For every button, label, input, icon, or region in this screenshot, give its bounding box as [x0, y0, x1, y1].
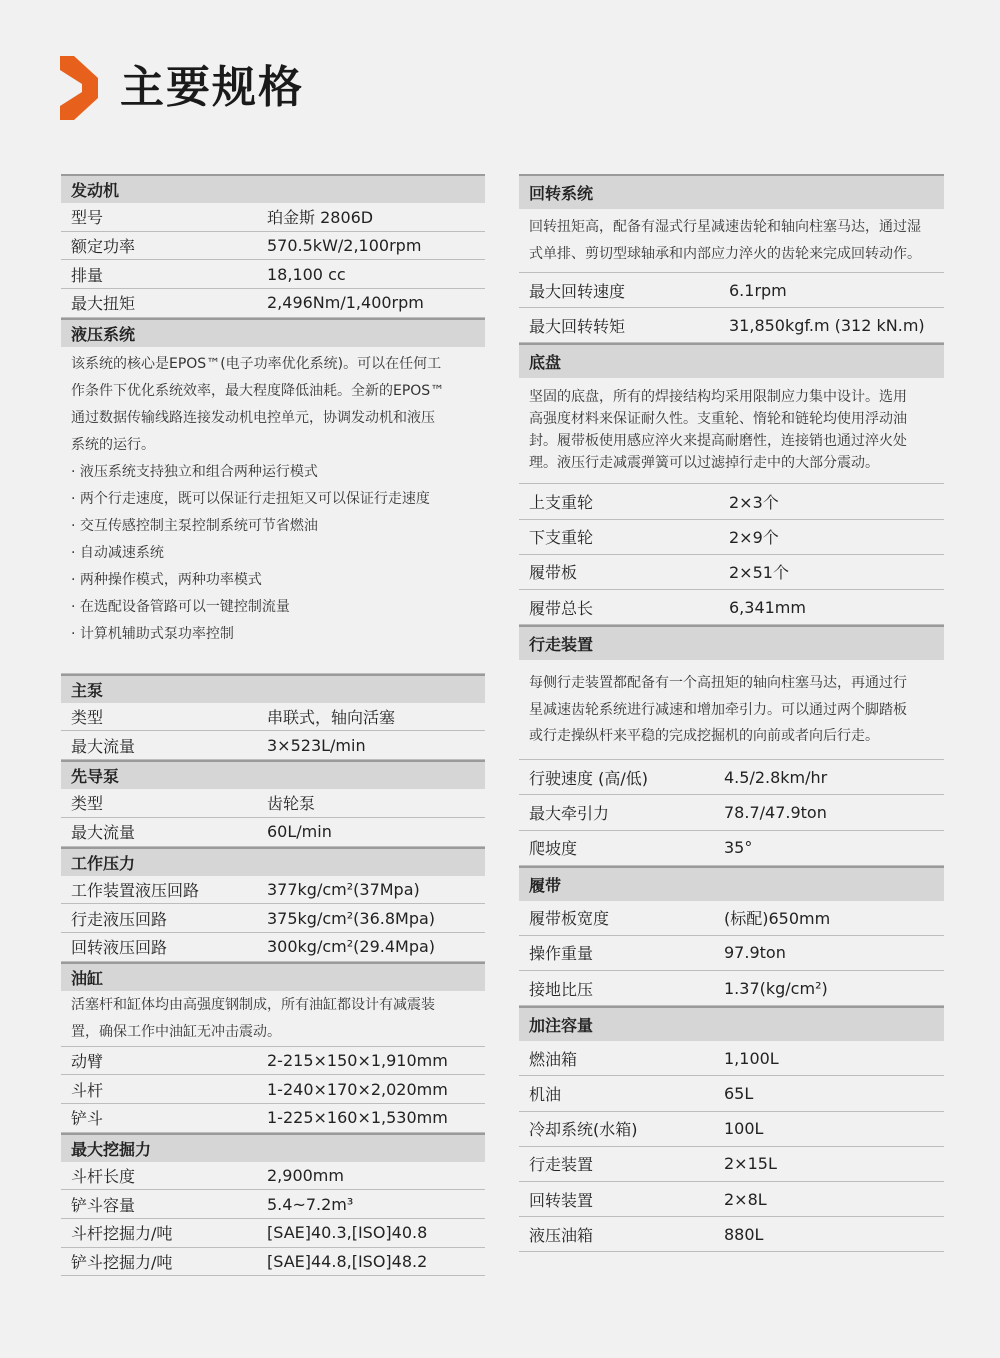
spec-value: 2-215×150×1,910mm — [267, 1050, 448, 1070]
spec-value: 2×3个 — [729, 492, 779, 512]
spec-label: 行走液压回路 — [71, 909, 168, 929]
spec-label: 最大回转速度 — [529, 281, 626, 301]
table-row — [61, 1075, 485, 1104]
table-row — [61, 1248, 485, 1277]
table-row — [61, 703, 485, 732]
table-row — [519, 831, 944, 866]
paragraph-line: 或行走操纵杆来平稳的完成挖掘机的向前或者向后行走。 — [529, 728, 879, 745]
spec-value: 1.37(kg/cm²) — [724, 978, 828, 998]
spec-label: 回转装置 — [529, 1190, 594, 1210]
page-header — [60, 56, 460, 120]
spec-label: 最大牵引力 — [529, 803, 610, 823]
section-header-travel: 行走装置 — [519, 625, 944, 660]
spec-value: [SAE]40.3,[ISO]40.8 — [267, 1223, 428, 1243]
spec-value: 2,900mm — [267, 1165, 344, 1185]
hydraulic-description — [61, 347, 485, 674]
spec-label: 最大流量 — [71, 736, 136, 756]
spec-label: 燃油箱 — [529, 1049, 578, 1069]
spec-value: 1,100L — [724, 1048, 779, 1068]
chevron-icon — [60, 56, 100, 120]
section-header-engine: 发动机 — [61, 174, 485, 203]
spec-value: [SAE]44.8,[ISO]48.2 — [267, 1252, 428, 1272]
table-row — [519, 555, 944, 590]
paragraph-line: 每侧行走装置都配备有一个高扭矩的轴向柱塞马达，再通过行 — [529, 675, 907, 692]
bullet-item: · 两种操作模式，两种功率模式 — [71, 571, 262, 588]
table-row — [61, 933, 485, 962]
spec-value: 2×15L — [724, 1154, 777, 1174]
spec-value: 2,496Nm/1,400rpm — [267, 293, 424, 313]
spec-value: 377kg/cm²(37Mpa) — [267, 879, 420, 899]
paragraph-line: 坚固的底盘，所有的焊接结构均采用限制应力集中设计。选用 — [529, 389, 907, 406]
spec-value: 35° — [724, 838, 753, 858]
table-row — [519, 308, 944, 343]
table-row — [61, 1190, 485, 1219]
table-row — [519, 590, 944, 625]
spec-label: 行驶速度 (高/低) — [529, 768, 648, 788]
table-row — [61, 731, 485, 760]
table-row — [61, 876, 485, 905]
section-header-digging-force: 最大挖掘力 — [61, 1133, 485, 1162]
page-title: 主要规格 — [120, 62, 304, 113]
right-spec-column — [519, 174, 944, 1252]
table-row — [519, 1147, 944, 1182]
spec-label: 动臂 — [71, 1051, 104, 1071]
spec-value: 1-240×170×2,020mm — [267, 1079, 448, 1099]
table-row — [61, 904, 485, 933]
spec-value: 串联式，轴向活塞 — [267, 708, 396, 728]
cylinder-description — [61, 991, 485, 1047]
section-header-chassis: 底盘 — [519, 343, 944, 378]
spec-value: 570.5kW/2,100rpm — [267, 236, 422, 256]
spec-value: 65L — [724, 1084, 754, 1104]
table-row — [61, 1162, 485, 1191]
paragraph-line: 系统的运行。 — [71, 436, 155, 453]
spec-label: 额定功率 — [71, 237, 136, 257]
section-header-cylinder: 油缸 — [61, 962, 485, 991]
spec-label: 铲斗 — [71, 1109, 104, 1129]
spec-label: 上支重轮 — [529, 492, 594, 512]
spec-value: 18,100 cc — [267, 264, 346, 284]
spec-label: 操作重量 — [529, 944, 594, 964]
table-row — [519, 1217, 944, 1252]
table-row — [519, 1182, 944, 1217]
bullet-item: · 在选配设备管路可以一键控制流量 — [71, 598, 290, 615]
table-row — [519, 1076, 944, 1111]
table-row — [519, 1041, 944, 1076]
table-row — [519, 1112, 944, 1147]
table-row — [61, 260, 485, 289]
spec-value: 2×8L — [724, 1189, 767, 1209]
spec-value: 78.7/47.9ton — [724, 802, 827, 822]
section-header-pilot-pump: 先导泵 — [61, 760, 485, 789]
paragraph-line: 星减速齿轮系统进行减速和增加牵引力。可以通过两个脚踏板 — [529, 701, 907, 718]
spec-value: 6,341mm — [729, 597, 806, 617]
spec-value: 375kg/cm²(36.8Mpa) — [267, 908, 436, 928]
table-row — [519, 795, 944, 830]
spec-label: 类型 — [71, 794, 104, 814]
spec-label: 接地比压 — [529, 979, 594, 999]
spec-label: 履带总长 — [529, 598, 594, 618]
table-row — [519, 971, 944, 1006]
table-row — [519, 484, 944, 519]
paragraph-line: 封。履带板使用感应淬火来提高耐磨性，连接销也通过淬火处 — [529, 433, 907, 450]
table-row — [519, 273, 944, 308]
paragraph-line: 该系统的核心是EPOS™(电子功率优化系统)。可以在任何工 — [71, 355, 442, 372]
spec-label: 最大流量 — [71, 823, 136, 843]
spec-label: 铲斗挖掘力/吨 — [71, 1253, 173, 1273]
spec-label: 履带板宽度 — [529, 909, 610, 929]
spec-label: 工作装置液压回路 — [71, 880, 200, 900]
table-row — [519, 936, 944, 971]
spec-value: 31,850kgf.m (312 kN.m) — [729, 315, 925, 335]
spec-value: 珀金斯 2806D — [267, 208, 374, 228]
section-header-hydraulic: 液压系统 — [61, 318, 485, 347]
spec-value: 880L — [724, 1224, 764, 1244]
spec-value: 6.1rpm — [729, 280, 787, 300]
paragraph-line: 理。液压行走减震弹簧可以过滤掉行走中的大部分震动。 — [529, 455, 879, 472]
spec-label: 最大回转转矩 — [529, 316, 626, 336]
bullet-item: · 自动减速系统 — [71, 544, 164, 561]
bullet-item: · 液压系统支持独立和组合两种运行模式 — [71, 463, 318, 480]
spec-label: 履带板 — [529, 563, 578, 583]
spec-value: 300kg/cm²(29.4Mpa) — [267, 937, 436, 957]
spec-value: 5.4~7.2m³ — [267, 1194, 354, 1214]
spec-label: 斗杆 — [71, 1080, 104, 1100]
bullet-item: · 两个行走速度，既可以保证行走扭矩又可以保证行走速度 — [71, 490, 430, 507]
table-row — [61, 1104, 485, 1133]
spec-value: 4.5/2.8km/hr — [724, 767, 828, 787]
paragraph-line: 置，确保工作中油缸无冲击震动。 — [71, 1023, 281, 1040]
chassis-description — [519, 378, 944, 484]
spec-label: 机油 — [529, 1085, 562, 1105]
spec-label: 铲斗容量 — [71, 1195, 136, 1215]
section-header-capacity: 加注容量 — [519, 1006, 944, 1041]
spec-value: 2×51个 — [729, 563, 789, 583]
spec-label: 冷却系统(水箱) — [529, 1120, 638, 1140]
table-row — [61, 789, 485, 818]
spec-label: 斗杆长度 — [71, 1166, 136, 1186]
travel-description — [519, 660, 944, 760]
spec-label: 回转液压回路 — [71, 938, 168, 958]
spec-label: 型号 — [71, 208, 104, 228]
table-row — [61, 1219, 485, 1248]
table-row — [61, 203, 485, 232]
spec-value: 60L/min — [267, 822, 332, 842]
spec-label: 最大扭矩 — [71, 294, 136, 314]
spec-value: 97.9ton — [724, 943, 786, 963]
section-header-swing: 回转系统 — [519, 174, 944, 209]
table-row — [61, 1047, 485, 1076]
paragraph-line: 通过数据传输线路连接发动机电控单元，协调发动机和液压 — [71, 409, 435, 426]
paragraph-line: 式单排、剪切型球轴承和内部应力淬火的齿轮来完成回转动作。 — [529, 246, 921, 262]
spec-label: 爬坡度 — [529, 839, 578, 859]
paragraph-line: 高强度材料来保证耐久性。支重轮、惰轮和链轮均使用浮动油 — [529, 411, 907, 428]
table-row — [61, 289, 485, 318]
spec-label: 排量 — [71, 265, 104, 285]
spec-label: 下支重轮 — [529, 528, 594, 548]
spec-label: 行走装置 — [529, 1155, 594, 1175]
spec-value: 齿轮泵 — [267, 794, 316, 814]
table-row — [519, 520, 944, 555]
spec-value: 3×523L/min — [267, 735, 366, 755]
table-row — [61, 818, 485, 847]
section-header-main-pump: 主泵 — [61, 674, 485, 703]
spec-label: 斗杆挖掘力/吨 — [71, 1224, 173, 1244]
paragraph-line: 回转扭矩高，配备有湿式行星减速齿轮和轴向柱塞马达，通过湿 — [529, 219, 921, 235]
paragraph-line: 作条件下优化系统效率，最大程度降低油耗。全新的EPOS™ — [71, 382, 445, 399]
section-header-track: 履带 — [519, 866, 944, 901]
section-header-pressure: 工作压力 — [61, 847, 485, 876]
paragraph-line: 活塞杆和缸体均由高强度钢制成，所有油缸都设计有减震装 — [71, 996, 435, 1013]
spec-label: 液压油箱 — [529, 1225, 594, 1245]
spec-label: 类型 — [71, 708, 104, 728]
spec-value: (标配)650mm — [724, 909, 831, 929]
spec-value: 1-225×160×1,530mm — [267, 1108, 448, 1128]
table-row — [519, 901, 944, 936]
swing-description — [519, 209, 944, 273]
spec-value: 100L — [724, 1119, 764, 1139]
spec-value: 2×9个 — [729, 528, 779, 548]
table-row — [61, 232, 485, 261]
bullet-item: · 交互传感控制主泵控制系统可节省燃油 — [71, 517, 318, 534]
left-spec-column — [61, 174, 485, 1276]
bullet-item: · 计算机辅助式泵功率控制 — [71, 625, 234, 642]
table-row — [519, 760, 944, 795]
